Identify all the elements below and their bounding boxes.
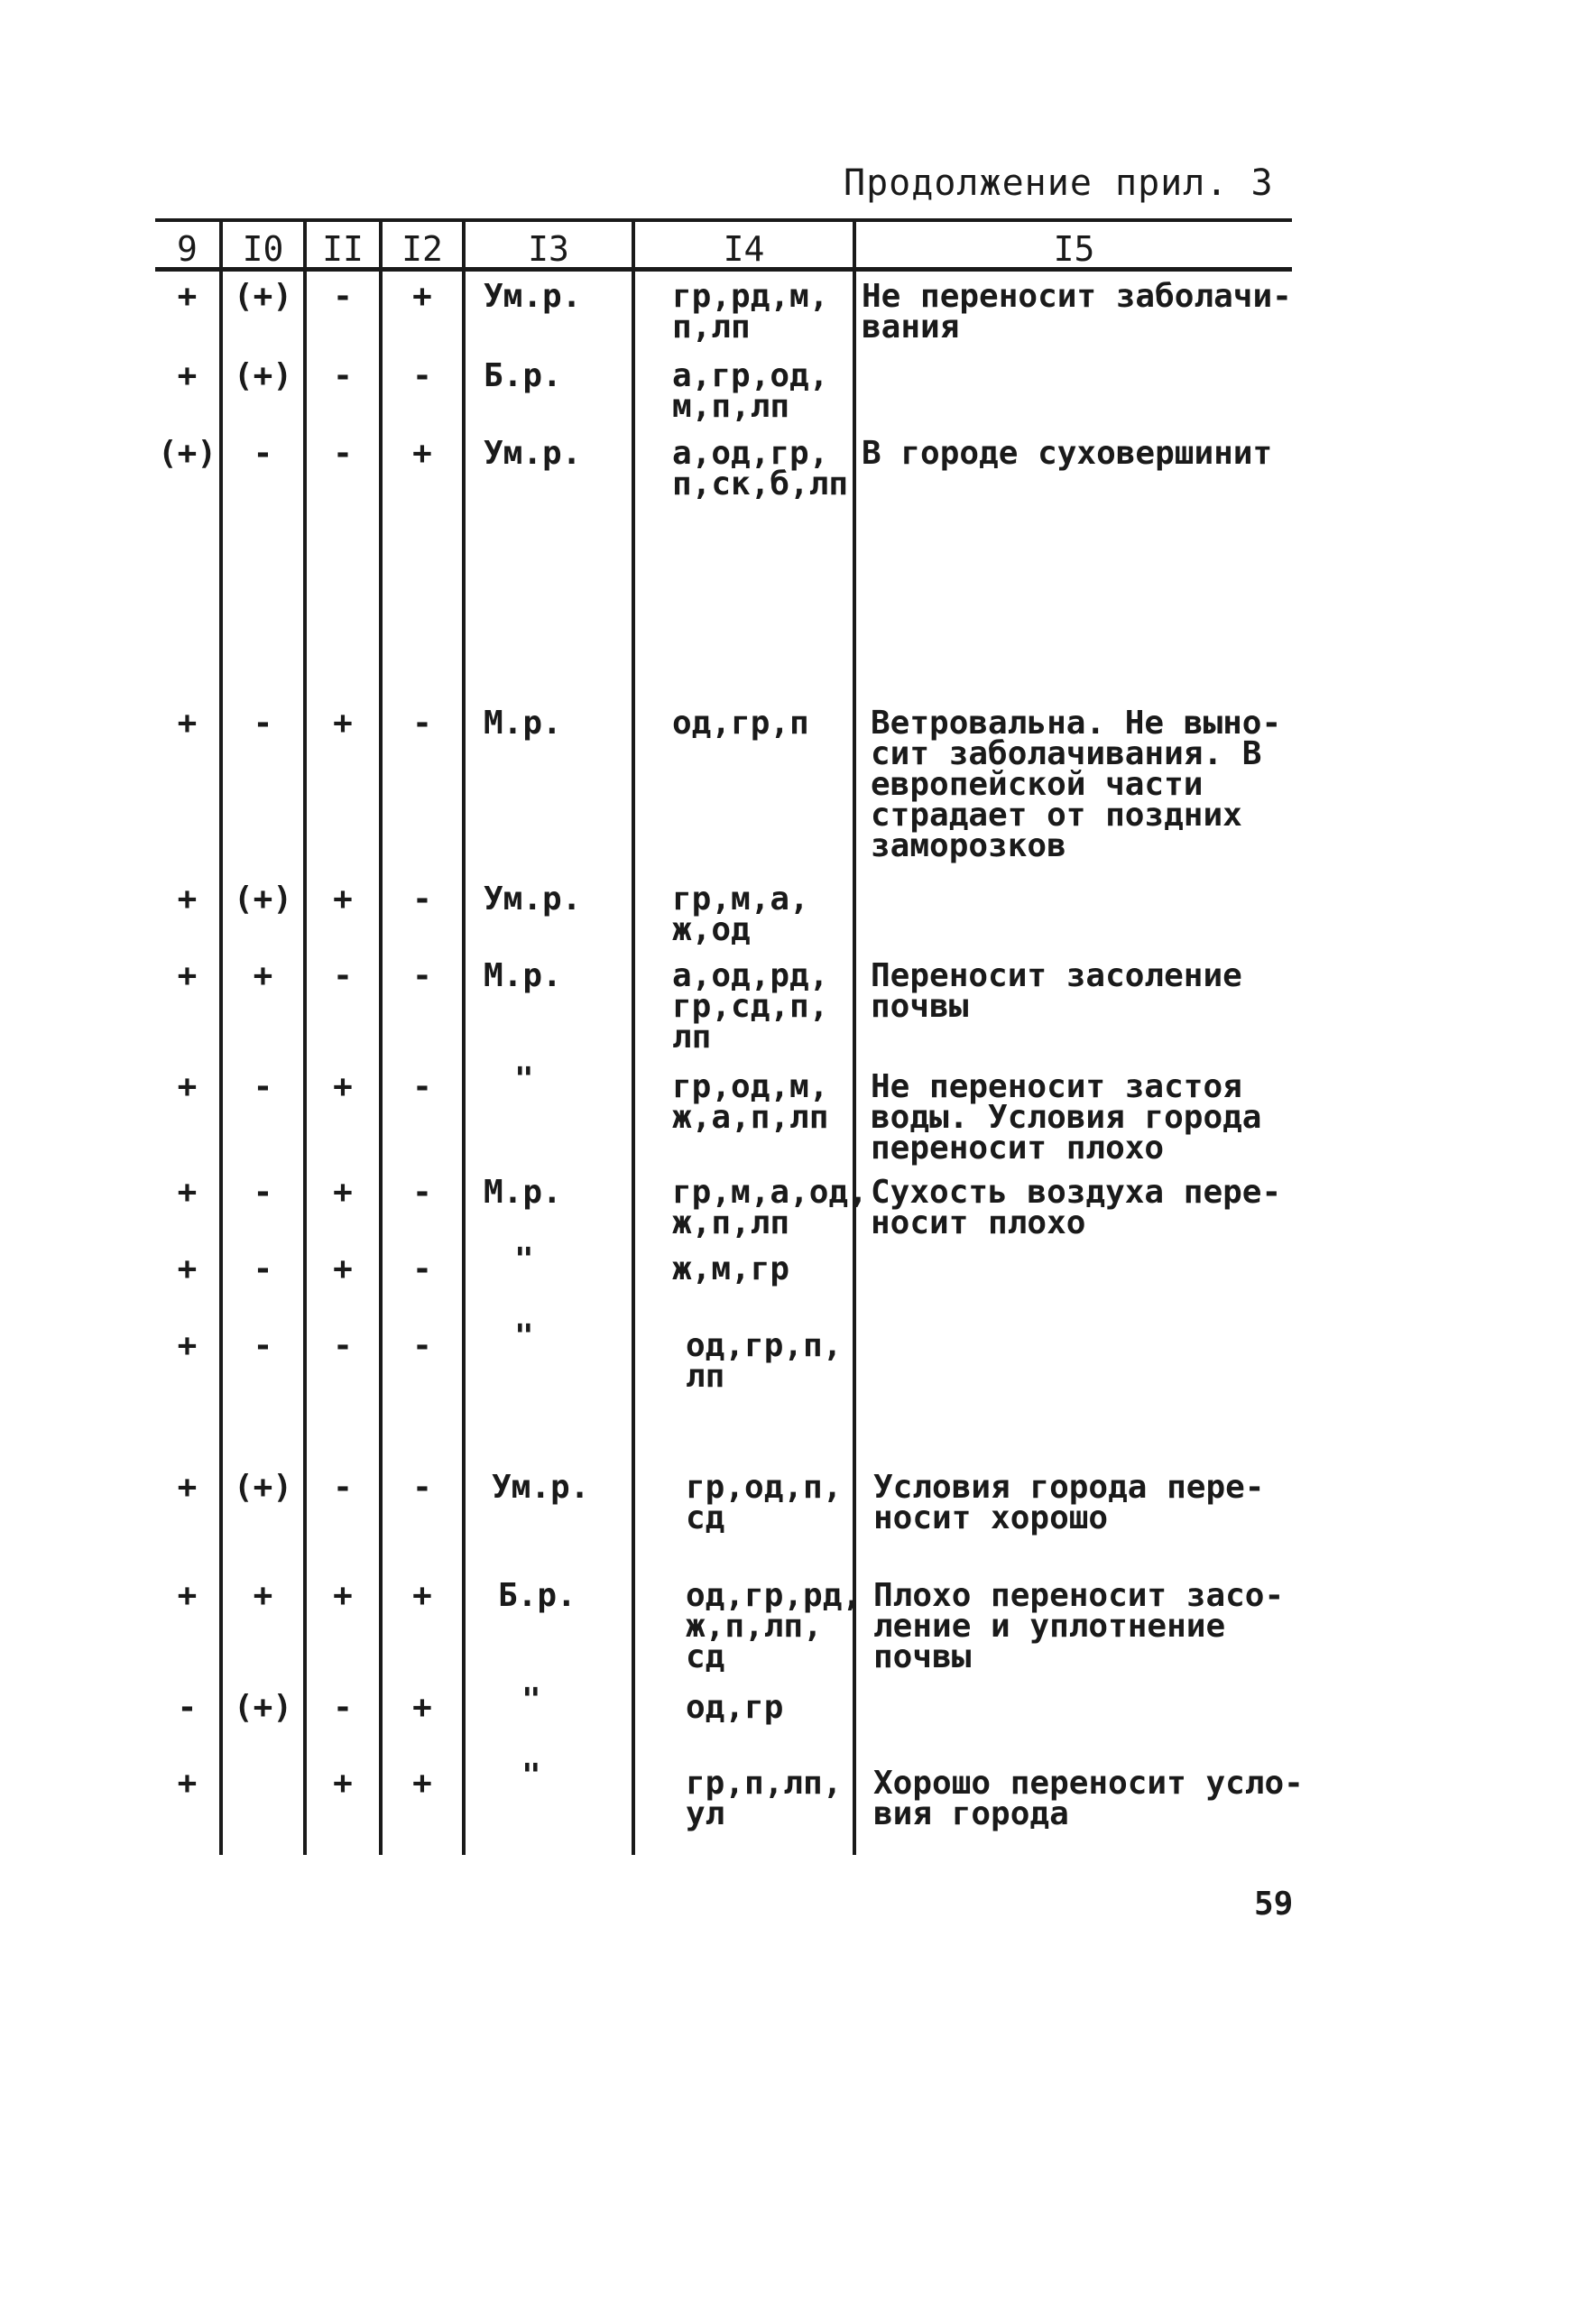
cell-col-14: од,гр,п [672,705,809,742]
cell-col-11: + [333,705,353,742]
cell-col-10: (+) [233,881,293,918]
cell-col-9: + [177,357,198,394]
cell-col-10: - [253,1327,273,1364]
cell-col-10: + [253,957,273,994]
cell-col-9: + [177,1174,198,1211]
cell-col-10: - [253,1174,273,1211]
cell-col-13: Ум.р. [484,881,582,918]
cell-col-14: гр,рд,м, п,лп [672,278,829,346]
cell-col-12: - [412,881,432,918]
cell-col-9: + [177,705,198,742]
cell-col-12: - [412,957,432,994]
column-divider [462,222,466,1855]
cell-col-14: од,гр,п, лп [686,1327,843,1395]
cell-col-11: - [333,1327,353,1364]
column-header: I5 [1053,229,1095,269]
cell-col-15: В городе суховершинит [862,435,1273,472]
cell-col-11: - [333,1469,353,1506]
page-number: 59 [1254,1886,1294,1923]
cell-col-11: - [333,357,353,394]
cell-col-13: М.р. [484,957,562,994]
column-header: I4 [723,229,765,269]
column-header: I2 [401,229,443,269]
cell-col-13: Ум.р. [492,1469,590,1506]
cell-col-9: + [177,1577,198,1614]
cell-col-15: Плохо переносит засо- ление и уплотнение почвы [873,1577,1285,1675]
cell-col-13: " [514,1241,534,1278]
cell-col-9: + [177,1250,198,1287]
cell-col-10: - [253,435,273,472]
cell-col-12: + [412,278,432,315]
cell-col-15: Сухость воздуха пере- носит плохо [871,1174,1282,1241]
cell-col-14: гр,од,м, ж,а,п,лп [672,1068,829,1136]
cell-col-13: М.р. [484,705,562,742]
cell-col-10: (+) [233,1469,293,1506]
cell-col-12: - [412,1469,432,1506]
cell-col-13: М.р. [484,1174,562,1211]
column-header: I3 [528,229,569,269]
cell-col-10: (+) [233,1689,293,1726]
cell-col-11: - [333,957,353,994]
cell-col-13: " [514,1318,534,1355]
cell-col-15: Не переносит застоя воды. Условия города переносит плохо [871,1068,1262,1167]
cell-col-12: + [412,1577,432,1614]
cell-col-13: " [521,1757,541,1794]
cell-col-9: + [177,1327,198,1364]
cell-col-11: - [333,435,353,472]
cell-col-14: гр,од,п, сд [686,1469,843,1536]
cell-col-14: од,гр,рд, ж,п,лп, сд [686,1577,863,1675]
column-header: I0 [242,229,284,269]
cell-col-13: Б.р. [498,1577,577,1614]
cell-col-10: - [253,1250,273,1287]
cell-col-14: а,од,рд, гр,сд,п, лп [672,957,829,1056]
cell-col-11: + [333,881,353,918]
cell-col-14: гр,п,лп, ул [686,1765,843,1832]
cell-col-12: + [412,435,432,472]
cell-col-15: Переносит засоление почвы [871,957,1242,1025]
cell-col-9: + [177,881,198,918]
cell-col-11: + [333,1577,353,1614]
cell-col-15: Условия города пере- носит хорошо [873,1469,1265,1536]
cell-col-12: - [412,705,432,742]
cell-col-13: " [521,1682,541,1719]
cell-col-10: + [253,1577,273,1614]
table-caption: Продолжение прил. 3 [844,162,1274,204]
cell-col-15: Ветровальна. Не выно- сит заболачивания. В европейской части страдает от поздних заморозков [871,705,1282,864]
cell-col-14: од,гр [686,1689,784,1726]
cell-col-15: Не переносит заболачи- вания [862,278,1292,346]
cell-col-9: + [177,278,198,315]
column-divider [632,222,635,1855]
cell-col-12: + [412,1765,432,1802]
column-header: 9 [177,229,198,269]
cell-col-14: гр,м,а,од, ж,п,лп [672,1174,868,1241]
cell-col-14: ж,м,гр [672,1250,790,1287]
cell-col-13: Ум.р. [484,435,582,472]
cell-col-9: + [177,1765,198,1802]
cell-col-11: + [333,1174,353,1211]
cell-col-12: + [412,1689,432,1726]
cell-col-14: гр,м,а, ж,од [672,881,809,948]
cell-col-9: - [177,1689,198,1726]
cell-col-10: (+) [233,357,293,394]
cell-col-11: - [333,1689,353,1726]
cell-col-9: (+) [157,435,217,472]
cell-col-10: - [253,1068,273,1105]
cell-col-11: + [333,1765,353,1802]
table-top-rule [155,218,1292,222]
column-header: II [322,229,364,269]
cell-col-12: - [412,1068,432,1105]
cell-col-14: а,од,гр, п,ск,б,лп [672,435,849,503]
cell-col-13: " [514,1061,534,1098]
cell-col-9: + [177,1469,198,1506]
cell-col-10: (+) [233,278,293,315]
cell-col-11: + [333,1068,353,1105]
cell-col-12: - [412,1327,432,1364]
cell-col-11: + [333,1250,353,1287]
cell-col-14: а,гр,од, м,п,лп [672,357,829,425]
cell-col-13: Б.р. [484,357,562,394]
cell-col-13: Ум.р. [484,278,582,315]
cell-col-11: - [333,278,353,315]
cell-col-12: - [412,1250,432,1287]
cell-col-10: - [253,705,273,742]
cell-col-15: Хорошо переносит усло- вия города [873,1765,1304,1832]
cell-col-12: - [412,1174,432,1211]
cell-col-9: + [177,1068,198,1105]
cell-col-9: + [177,957,198,994]
cell-col-12: - [412,357,432,394]
